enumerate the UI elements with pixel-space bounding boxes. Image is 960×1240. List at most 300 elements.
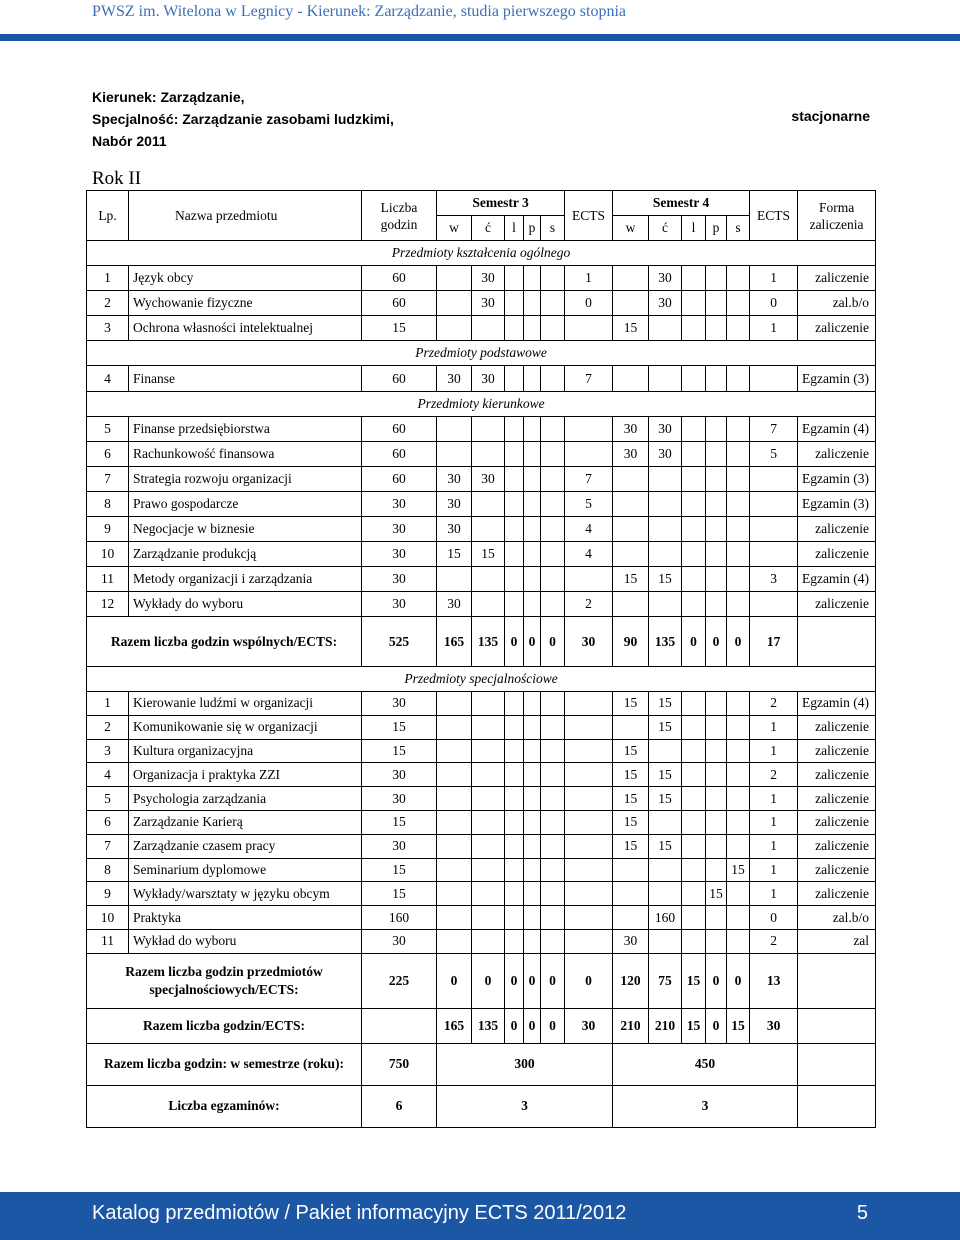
total-semester-sem4: 450 — [613, 1043, 798, 1085]
cell-sem3 — [524, 739, 541, 763]
cell-sem4 — [727, 316, 750, 341]
cell-sem4 — [727, 810, 750, 834]
header-row — [87, 191, 876, 216]
cell-name: Finanse — [129, 366, 362, 392]
cell-sem4 — [706, 316, 727, 341]
col-l: l — [505, 216, 524, 241]
cell-sem4 — [706, 715, 727, 739]
total-sem3: 0 — [541, 1008, 565, 1043]
cell-sem3: 15 — [472, 542, 505, 567]
cell-ects4: 1 — [750, 266, 798, 291]
header-title: PWSZ im. Witelona w Legnicy - Kierunek: Zarządzanie, studia pierwszego stopnia — [92, 3, 627, 20]
cell-sem4 — [727, 715, 750, 739]
cell-ects3 — [565, 692, 613, 716]
cell-sem3: 30 — [472, 366, 505, 392]
cell-name: Strategia rozwoju organizacji — [129, 467, 362, 492]
cell-sem4 — [706, 858, 727, 882]
cell-form: zaliczenie — [798, 858, 876, 882]
cell-ects4: 3 — [750, 567, 798, 592]
total-sem3: 0 — [437, 953, 472, 1008]
cell-sem3: 30 — [437, 366, 472, 392]
cell-form: Egzamin (3) — [798, 366, 876, 392]
cell-sem3 — [524, 763, 541, 787]
cell-ects4: 0 — [750, 291, 798, 316]
total-sem4: 210 — [613, 1008, 649, 1043]
table-row — [87, 787, 876, 811]
table-row — [87, 763, 876, 787]
cell-hours: 30 — [362, 542, 437, 567]
cell-name: Wykłady do wyboru — [129, 592, 362, 617]
cell-lp: 9 — [87, 882, 129, 906]
cell-sem3 — [472, 316, 505, 341]
cell-sem4 — [727, 417, 750, 442]
table-row — [87, 906, 876, 930]
cell-sem4: 15 — [613, 567, 649, 592]
cell-name: Psychologia zarządzania — [129, 787, 362, 811]
total-hours — [362, 1008, 437, 1043]
cell-sem4 — [682, 542, 706, 567]
total-empty — [798, 617, 876, 667]
cell-sem4 — [706, 417, 727, 442]
cell-sem4 — [706, 906, 727, 930]
total-sem3: 0 — [505, 953, 524, 1008]
cell-sem3 — [472, 739, 505, 763]
cell-sem3: 30 — [437, 492, 472, 517]
cell-sem3 — [524, 492, 541, 517]
col-w: w — [437, 216, 472, 241]
cell-sem3 — [437, 882, 472, 906]
col-l: l — [682, 216, 706, 241]
total-sem4: 0 — [727, 617, 750, 667]
total-sem4: 90 — [613, 617, 649, 667]
exams-total: 6 — [362, 1085, 437, 1127]
cell-sem3 — [505, 517, 524, 542]
cell-ects3: 4 — [565, 517, 613, 542]
cell-sem3 — [472, 517, 505, 542]
cell-ects4 — [750, 467, 798, 492]
col-c: ć — [649, 216, 682, 241]
cell-sem4 — [613, 542, 649, 567]
cell-form: zaliczenie — [798, 810, 876, 834]
cell-name: Zarządzanie czasem pracy — [129, 834, 362, 858]
table-row — [87, 542, 876, 567]
cell-sem3 — [524, 442, 541, 467]
page-header — [0, 0, 960, 42]
cell-sem4: 30 — [613, 417, 649, 442]
cell-lp: 8 — [87, 858, 129, 882]
cell-sem4: 15 — [649, 715, 682, 739]
cell-sem4: 15 — [649, 834, 682, 858]
cell-sem4 — [682, 291, 706, 316]
table-row — [87, 929, 876, 953]
cell-sem3 — [541, 592, 565, 617]
total-sem4: 210 — [649, 1008, 682, 1043]
cell-name: Finanse przedsiębiorstwa — [129, 417, 362, 442]
cell-hours: 60 — [362, 291, 437, 316]
cell-sem4 — [727, 739, 750, 763]
total-ects4: 13 — [750, 953, 798, 1008]
cell-sem4 — [727, 291, 750, 316]
total-sem3: 135 — [472, 1008, 505, 1043]
cell-sem4 — [706, 787, 727, 811]
cell-name: Komunikowanie się w organizacji — [129, 715, 362, 739]
cell-ects3: 7 — [565, 467, 613, 492]
cell-sem3 — [505, 739, 524, 763]
cell-sem4 — [682, 492, 706, 517]
cell-sem4: 15 — [613, 834, 649, 858]
cell-sem3 — [505, 906, 524, 930]
cell-sem3 — [541, 929, 565, 953]
program-info — [92, 86, 394, 152]
cell-sem4 — [613, 882, 649, 906]
cell-name: Rachunkowość finansowa — [129, 442, 362, 467]
cell-sem3 — [505, 266, 524, 291]
cell-sem3 — [437, 442, 472, 467]
total-sem4: 15 — [682, 1008, 706, 1043]
cell-ects4: 2 — [750, 929, 798, 953]
cell-sem3 — [524, 542, 541, 567]
cell-sem4: 30 — [649, 291, 682, 316]
cell-sem3 — [437, 787, 472, 811]
cell-hours: 60 — [362, 417, 437, 442]
cell-sem4: 15 — [613, 763, 649, 787]
cell-sem4 — [727, 366, 750, 392]
cell-ects3 — [565, 810, 613, 834]
cell-lp: 1 — [87, 692, 129, 716]
cell-sem3 — [505, 316, 524, 341]
cell-sem4: 30 — [649, 442, 682, 467]
cell-sem3 — [541, 417, 565, 442]
cell-sem4: 15 — [613, 692, 649, 716]
cell-ects3 — [565, 929, 613, 953]
cell-lp: 5 — [87, 417, 129, 442]
cell-sem4 — [706, 266, 727, 291]
program-line-1: Kierunek: Zarządzanie, — [92, 89, 245, 105]
cell-ects4: 1 — [750, 787, 798, 811]
cell-sem3 — [505, 291, 524, 316]
cell-name: Zarządzanie Karierą — [129, 810, 362, 834]
cell-sem3: 30 — [472, 467, 505, 492]
table-row — [87, 567, 876, 592]
section-title: Przedmioty kierunkowe — [87, 392, 876, 417]
cell-form: zaliczenie — [798, 517, 876, 542]
cell-sem4 — [613, 291, 649, 316]
cell-sem3 — [437, 291, 472, 316]
table-row — [87, 834, 876, 858]
cell-sem4 — [682, 366, 706, 392]
cell-ects4 — [750, 592, 798, 617]
cell-sem3 — [541, 442, 565, 467]
cell-sem4 — [727, 567, 750, 592]
cell-sem3 — [524, 291, 541, 316]
col-lp: Lp. — [87, 191, 129, 241]
table-row — [87, 517, 876, 542]
cell-sem3 — [472, 787, 505, 811]
section-row — [87, 241, 876, 266]
cell-sem4 — [706, 763, 727, 787]
cell-sem3 — [524, 906, 541, 930]
cell-ects3 — [565, 417, 613, 442]
cell-form: Egzamin (4) — [798, 417, 876, 442]
cell-sem4 — [682, 467, 706, 492]
cell-sem4 — [649, 366, 682, 392]
cell-sem3 — [524, 467, 541, 492]
cell-sem4 — [706, 810, 727, 834]
page-number: 5 — [856, 1202, 868, 1224]
total-semester-sem3: 300 — [437, 1043, 613, 1085]
cell-sem4 — [706, 467, 727, 492]
program-line-3: Nabór 2011 — [92, 133, 167, 149]
cell-form: zaliczenie — [798, 442, 876, 467]
cell-sem3 — [472, 763, 505, 787]
cell-form: zaliczenie — [798, 882, 876, 906]
cell-sem4 — [613, 906, 649, 930]
cell-hours: 30 — [362, 567, 437, 592]
total-empty — [798, 953, 876, 1008]
col-name: Nazwa przedmiotu — [129, 191, 362, 241]
cell-lp: 6 — [87, 442, 129, 467]
cell-sem3 — [541, 366, 565, 392]
total-sem4: 15 — [727, 1008, 750, 1043]
cell-sem3 — [541, 810, 565, 834]
cell-sem4 — [682, 715, 706, 739]
cell-sem4 — [706, 834, 727, 858]
cell-sem3 — [505, 692, 524, 716]
header-rule — [0, 34, 960, 41]
cell-form: Egzamin (3) — [798, 492, 876, 517]
table-row — [87, 715, 876, 739]
cell-lp: 11 — [87, 567, 129, 592]
cell-sem4: 15 — [613, 787, 649, 811]
cell-sem4 — [649, 929, 682, 953]
col-s: s — [727, 216, 750, 241]
col-c: ć — [472, 216, 505, 241]
cell-sem3 — [541, 834, 565, 858]
cell-sem3: 30 — [437, 592, 472, 617]
cell-sem4 — [682, 592, 706, 617]
total-sem4: 0 — [706, 953, 727, 1008]
cell-lp: 4 — [87, 366, 129, 392]
cell-sem4 — [727, 517, 750, 542]
cell-hours: 30 — [362, 692, 437, 716]
cell-hours: 15 — [362, 316, 437, 341]
cell-name: Kultura organizacyjna — [129, 739, 362, 763]
cell-sem3 — [505, 467, 524, 492]
cell-sem3 — [541, 906, 565, 930]
total-sem4: 0 — [727, 953, 750, 1008]
cell-sem3 — [437, 834, 472, 858]
cell-sem4 — [613, 715, 649, 739]
cell-sem3 — [472, 442, 505, 467]
cell-sem3 — [472, 715, 505, 739]
cell-ects3: 1 — [565, 266, 613, 291]
cell-form: zal.b/o — [798, 291, 876, 316]
cell-sem3 — [524, 834, 541, 858]
cell-sem4 — [706, 492, 727, 517]
total-sem3: 0 — [505, 617, 524, 667]
col-hours: Liczba godzin — [362, 191, 437, 241]
cell-sem4 — [613, 467, 649, 492]
cell-sem3 — [472, 858, 505, 882]
section-row — [87, 392, 876, 417]
program-line-2: Specjalność: Zarządzanie zasobami ludzkimi, — [92, 111, 394, 127]
cell-name: Metody organizacji i zarządzania — [129, 567, 362, 592]
cell-lp: 3 — [87, 316, 129, 341]
cell-sem3 — [472, 692, 505, 716]
total-label: Razem liczba godzin/ECTS: — [87, 1008, 362, 1043]
cell-hours: 30 — [362, 763, 437, 787]
cell-sem4 — [613, 266, 649, 291]
cell-sem3 — [472, 592, 505, 617]
table-row — [87, 291, 876, 316]
cell-lp: 8 — [87, 492, 129, 517]
total-row — [87, 953, 876, 1008]
cell-sem4 — [682, 834, 706, 858]
cell-sem3 — [472, 834, 505, 858]
cell-ects4: 1 — [750, 316, 798, 341]
cell-sem4: 15 — [727, 858, 750, 882]
cell-hours: 30 — [362, 834, 437, 858]
section-title: Przedmioty specjalnościowe — [87, 667, 876, 692]
cell-form: zaliczenie — [798, 316, 876, 341]
cell-sem3 — [524, 787, 541, 811]
cell-sem3 — [505, 715, 524, 739]
cell-ects3 — [565, 858, 613, 882]
cell-sem4 — [682, 417, 706, 442]
cell-lp: 6 — [87, 810, 129, 834]
cell-sem4 — [727, 787, 750, 811]
col-p: p — [524, 216, 541, 241]
total-sem4: 0 — [706, 1008, 727, 1043]
cell-sem4 — [727, 492, 750, 517]
cell-sem4 — [706, 567, 727, 592]
cell-ects3: 5 — [565, 492, 613, 517]
cell-sem3 — [505, 763, 524, 787]
cell-sem4 — [682, 858, 706, 882]
cell-sem4 — [727, 692, 750, 716]
cell-sem4 — [613, 517, 649, 542]
cell-sem4 — [706, 366, 727, 392]
cell-ects3 — [565, 763, 613, 787]
col-ects3: ECTS — [565, 191, 613, 241]
cell-lp: 7 — [87, 467, 129, 492]
cell-name: Ochrona własności intelektualnej — [129, 316, 362, 341]
total-row — [87, 617, 876, 667]
cell-sem3 — [524, 316, 541, 341]
table-row — [87, 592, 876, 617]
cell-sem4: 15 — [613, 810, 649, 834]
cell-sem4: 30 — [613, 442, 649, 467]
cell-hours: 60 — [362, 366, 437, 392]
cell-sem3 — [541, 882, 565, 906]
cell-ects4 — [750, 542, 798, 567]
section-title: Przedmioty kształcenia ogólnego — [87, 241, 876, 266]
cell-sem4 — [649, 739, 682, 763]
cell-sem4 — [706, 442, 727, 467]
cell-sem4 — [682, 266, 706, 291]
table-row — [87, 739, 876, 763]
cell-sem3 — [437, 906, 472, 930]
cell-sem4 — [649, 517, 682, 542]
cell-sem4 — [682, 787, 706, 811]
cell-sem4 — [682, 692, 706, 716]
cell-sem4 — [727, 266, 750, 291]
table-row — [87, 810, 876, 834]
cell-sem3 — [437, 692, 472, 716]
cell-sem4 — [682, 763, 706, 787]
cell-name: Zarządzanie produkcją — [129, 542, 362, 567]
cell-hours: 60 — [362, 266, 437, 291]
cell-sem4 — [649, 542, 682, 567]
cell-ects4: 7 — [750, 417, 798, 442]
table-row — [87, 417, 876, 442]
cell-sem3 — [505, 366, 524, 392]
cell-sem3 — [472, 929, 505, 953]
cell-lp: 3 — [87, 739, 129, 763]
cell-lp: 9 — [87, 517, 129, 542]
cell-sem3 — [541, 316, 565, 341]
cell-sem4: 15 — [649, 787, 682, 811]
cell-sem3 — [541, 567, 565, 592]
cell-sem4 — [727, 442, 750, 467]
cell-form: Egzamin (3) — [798, 467, 876, 492]
total-ects4: 17 — [750, 617, 798, 667]
cell-sem4 — [706, 692, 727, 716]
cell-hours: 160 — [362, 906, 437, 930]
cell-ects4 — [750, 492, 798, 517]
total-ects3: 30 — [565, 617, 613, 667]
cell-ects4: 1 — [750, 882, 798, 906]
cell-sem3 — [437, 715, 472, 739]
cell-ects3: 4 — [565, 542, 613, 567]
section-row — [87, 341, 876, 366]
cell-form: zaliczenie — [798, 266, 876, 291]
cell-sem4 — [649, 592, 682, 617]
cell-sem4 — [706, 517, 727, 542]
section-row — [87, 667, 876, 692]
cell-sem3 — [541, 715, 565, 739]
section-title: Przedmioty podstawowe — [87, 341, 876, 366]
cell-sem4: 30 — [649, 266, 682, 291]
cell-sem4 — [706, 291, 727, 316]
cell-sem3 — [541, 291, 565, 316]
cell-sem3 — [541, 517, 565, 542]
cell-sem4 — [727, 467, 750, 492]
cell-sem3 — [524, 517, 541, 542]
cell-hours: 30 — [362, 492, 437, 517]
total-sem3: 0 — [524, 1008, 541, 1043]
cell-hours: 30 — [362, 929, 437, 953]
cell-ects4: 0 — [750, 906, 798, 930]
total-semester-hours: 750 — [362, 1043, 437, 1085]
cell-sem3 — [541, 266, 565, 291]
cell-sem3 — [524, 929, 541, 953]
cell-sem3 — [505, 810, 524, 834]
cell-sem3 — [437, 567, 472, 592]
cell-lp: 12 — [87, 592, 129, 617]
cell-ects4: 1 — [750, 810, 798, 834]
cell-name: Negocjacje w biznesie — [129, 517, 362, 542]
cell-sem4 — [682, 739, 706, 763]
cell-name: Wykład do wyboru — [129, 929, 362, 953]
cell-sem4 — [706, 592, 727, 617]
year-label: Rok II — [92, 168, 142, 189]
total-sem3: 165 — [437, 1008, 472, 1043]
total-sem3: 0 — [541, 953, 565, 1008]
total-sem3: 165 — [437, 617, 472, 667]
cell-sem3 — [524, 810, 541, 834]
cell-ects3 — [565, 906, 613, 930]
